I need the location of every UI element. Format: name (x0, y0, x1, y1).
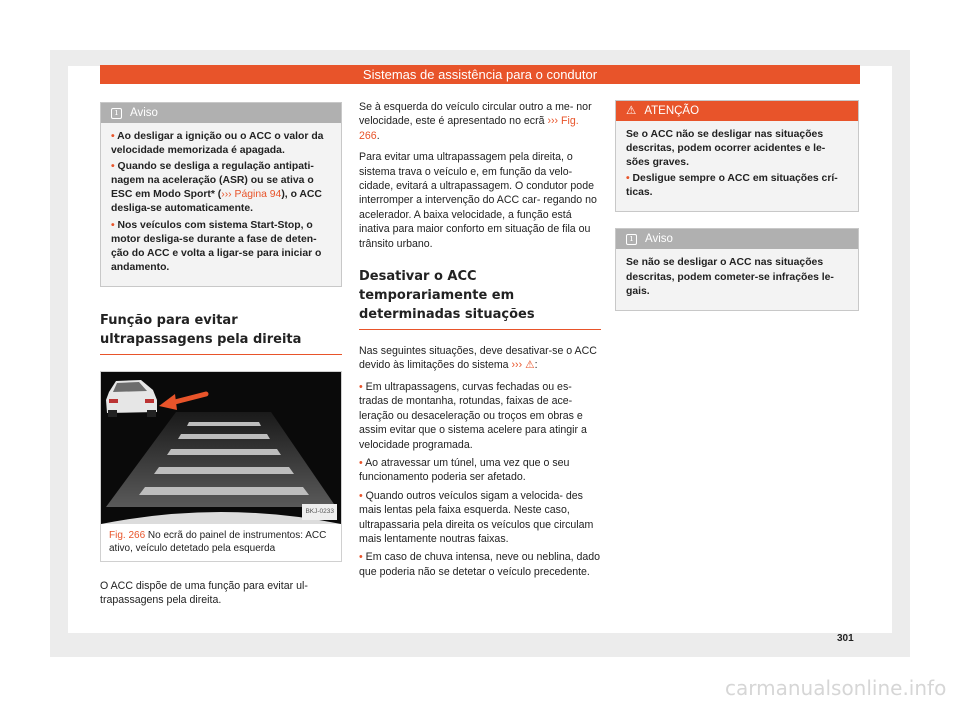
info-icon: i (111, 108, 122, 119)
dashboard-display-illustration (101, 372, 341, 524)
aviso-header (101, 103, 341, 123)
aviso-item: Nos veículos com sistema Start-Stop, o motor desliga-se durante a fase de deten- ção do ACC e volta a ligar-se para iniciar o andamento. (111, 219, 322, 273)
info-icon: i (626, 234, 637, 245)
bullet-icon: • (359, 489, 363, 502)
atencao-body (616, 121, 858, 211)
paragraph-text: Se à esquerda do veículo circular outro a me- nor velocidade, este é apresentado no ecrã (359, 101, 592, 128)
aviso-box (100, 102, 342, 287)
bullet-icon: • (111, 161, 115, 173)
list-item-text: Em ultrapassagens, curvas fechadas ou es- tradas de montanha, rotundas, faixas de ace- leração ou desaceleração ou troços em obras e assim evitar que o sistema acelere para atingir a velocidade programada. (359, 380, 587, 451)
aviso-box (615, 228, 859, 310)
aviso-item: Ao desligar a ignição ou o ACC o valor da velocidade memorizada é apagada. (111, 131, 324, 157)
bullet-icon: • (111, 131, 115, 142)
page-link[interactable]: ››› Página 94 (221, 189, 282, 201)
warning-triangle-icon: ⚠ (626, 105, 637, 117)
atencao-label: ATENÇÃO (644, 105, 700, 117)
aviso-label: Aviso (645, 233, 673, 246)
bullet-icon: • (626, 173, 630, 185)
aviso-item: Quando se desliga a regulação antipati- nagem na aceleração (ASR) ou se ativa o ESC em Modo Sport* ( (111, 161, 314, 201)
atencao-header (616, 101, 858, 121)
column-middle (359, 100, 601, 583)
bullet-icon: • (111, 219, 115, 231)
body-paragraph (359, 344, 601, 373)
list-item (359, 456, 601, 485)
warning-triangle-icon: ⚠ (525, 359, 535, 372)
figure-image (101, 372, 341, 524)
aviso-item-tail: ), o ACC desliga-se automaticamente. (111, 189, 322, 215)
watermark: carmanualsonline.info (725, 676, 947, 700)
atencao-text: Se o ACC não se desligar nas situações descritas, podem ocorrer acidentes e le- sões graves. (626, 129, 826, 169)
section-title: Desativar o ACC temporariamente em determinadas situações (359, 267, 601, 330)
figure-caption (101, 524, 341, 561)
figure-code-badge: BKJ-0233 (302, 504, 337, 520)
warning-link[interactable]: ››› (511, 359, 523, 372)
bullet-icon: • (359, 380, 363, 393)
column-right (615, 100, 859, 311)
paragraph-tail: . (376, 129, 380, 142)
aviso-text: Se não se desligar o ACC nas situações descritas, podem cometer-se infrações le- gais. (626, 257, 834, 297)
list-item (359, 550, 601, 579)
aviso-label: Aviso (130, 107, 158, 119)
aviso-header (616, 229, 858, 249)
body-paragraph: Para evitar uma ultrapassagem pela direita, o sistema trava o veículo e, em função da velo- cidade, evitará a ultrapassagem. O condutor pode interromper a intervenção do ACC car- regando no acelerador. A baixa velocidade, a função está inativa para maior conforto em situação de fila ou trânsito urbano. (359, 151, 597, 250)
atencao-box (615, 100, 859, 212)
bullet-icon: • (359, 551, 363, 564)
list-item-text: Ao atravessar um túnel, uma vez que o seu funcionamento poderia ser afetado. (359, 456, 570, 484)
figure (100, 371, 342, 562)
list-item-text: Quando outros veículos sigam a velocida- des mais lentas pela faixa esquerda. Neste caso, ultrapassaria pela direita os veículos que circulam mais lentamente noutras faixas. (359, 489, 594, 545)
figure-link[interactable]: ››› Fig. 266 (359, 115, 579, 142)
chapter-header: Sistemas de assistência para o condutor (100, 65, 860, 84)
aviso-body (616, 249, 858, 309)
bullet-icon: • (359, 456, 363, 469)
list-item (359, 380, 601, 452)
aviso-body (101, 123, 341, 286)
atencao-item: Desligue sempre o ACC em situações crí- ticas. (626, 173, 838, 199)
section-title: Função para evitar ultrapassagens pela direita (100, 311, 342, 355)
figure-number: Fig. 266 (109, 529, 146, 541)
page-number: 301 (837, 633, 854, 644)
body-paragraph (359, 100, 601, 143)
body-paragraph: O ACC dispõe de uma função para evitar ul- trapassagens pela direita. (100, 579, 308, 607)
paragraph-tail: : (534, 359, 538, 372)
list-item (359, 489, 601, 547)
figure-caption-text: No ecrã do painel de instrumentos: ACC ativo, veículo detetado pela esquerda (109, 529, 327, 554)
paragraph-text: Nas seguintes situações, deve desativar-se o ACC devido às limitações do sistema (359, 345, 597, 372)
column-left (100, 102, 342, 615)
list-item-text: Em caso de chuva intensa, neve ou neblina, dado que poderia não se detetar o veículo precedente. (359, 551, 601, 578)
